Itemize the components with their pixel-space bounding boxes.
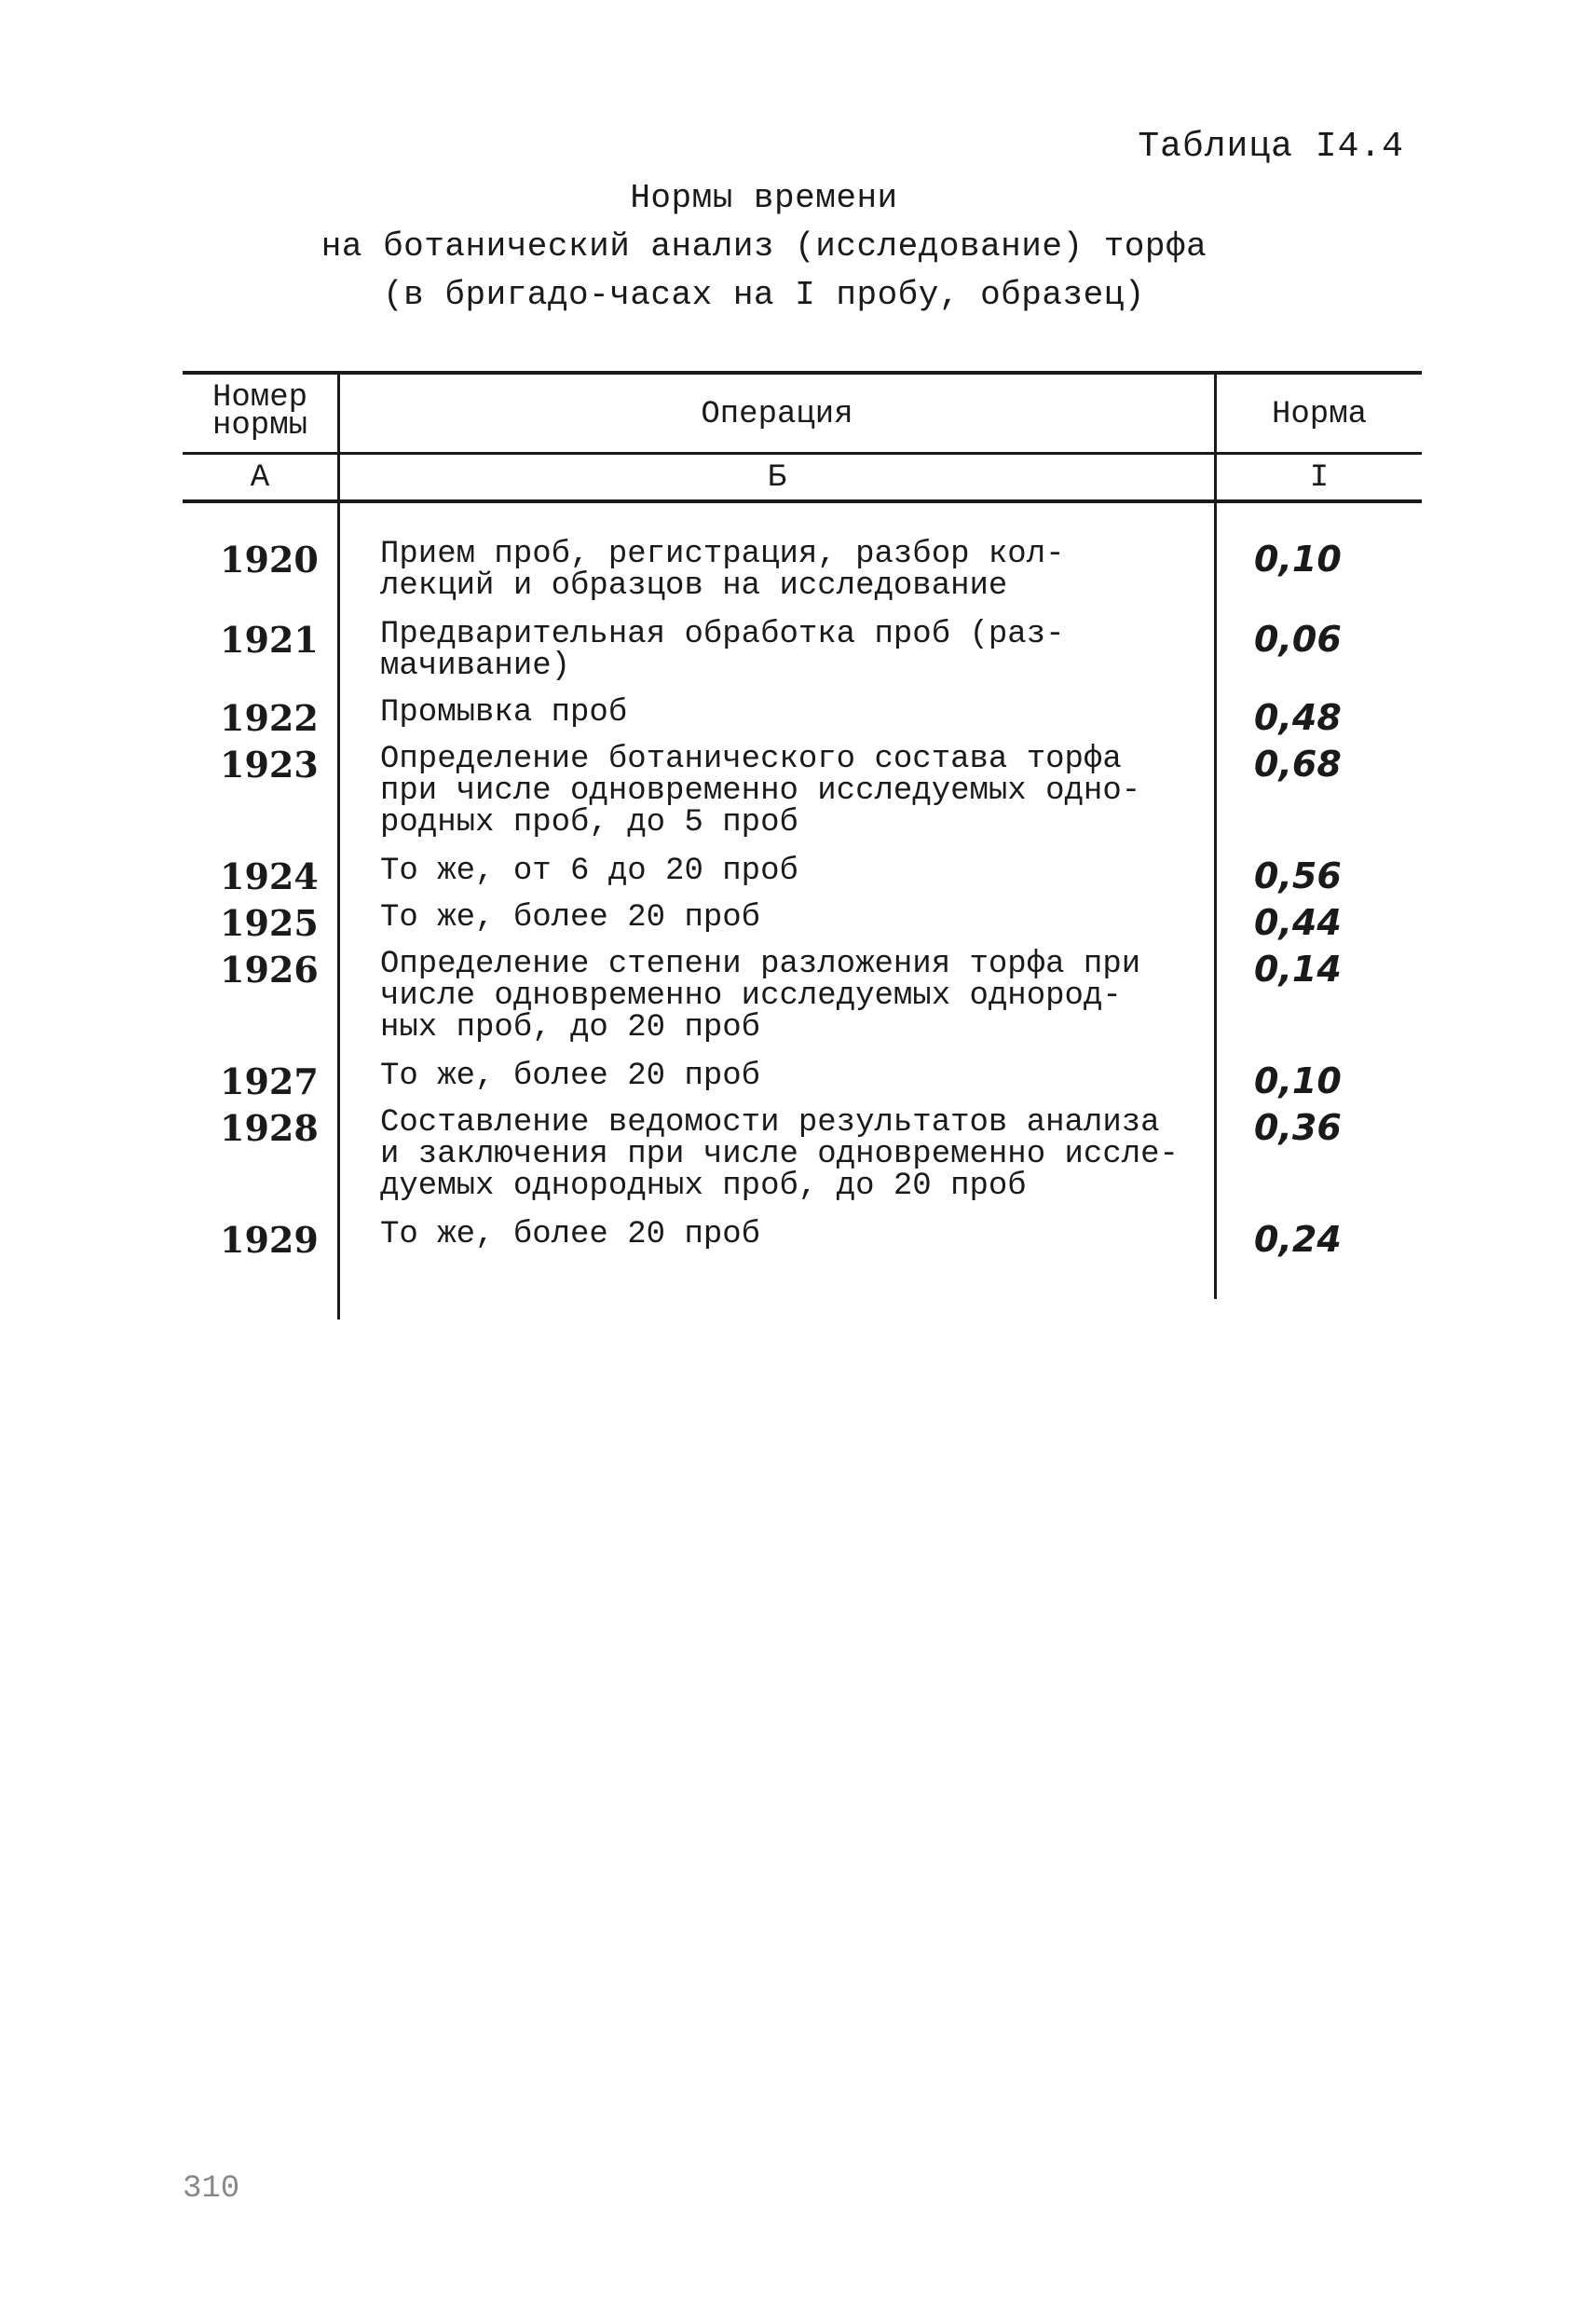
row-number: 1921 xyxy=(220,619,319,661)
header-divider xyxy=(183,452,1422,455)
row-norm: 0,48 xyxy=(1254,697,1342,738)
row-norm: 0,68 xyxy=(1254,744,1342,785)
row-operation: То же, от 6 до 20 проб xyxy=(380,854,798,889)
row-number: 1924 xyxy=(220,855,319,897)
row-number: 1927 xyxy=(220,1060,319,1102)
row-operation: Составление ведомости результатов анализа и заключения при числе одновременно иссле- дуемых однородных проб, до 20 проб xyxy=(380,1105,1179,1204)
row-operation: Определение ботанического состава торфа при числе одновременно исследуемых одно- родных проб, до 5 проб xyxy=(380,742,1141,841)
row-number: 1928 xyxy=(220,1107,319,1149)
row-norm: 0,56 xyxy=(1254,855,1342,896)
row-operation: Определение степени разложения торфа при числе одновременно исследуемых однород- ных проб, до 20 проб xyxy=(380,947,1141,1046)
table-top-rule xyxy=(183,371,1422,375)
row-operation: То же, более 20 проб xyxy=(380,1217,761,1252)
row-norm: 0,10 xyxy=(1254,1060,1342,1101)
row-norm: 0,36 xyxy=(1254,1107,1342,1148)
column-label-b: Б xyxy=(767,460,787,496)
header-number: Номер нормы xyxy=(211,380,308,444)
row-operation: Промывка проб xyxy=(380,695,628,731)
row-operation: То же, более 20 проб xyxy=(380,900,761,936)
table-label: Таблица I4.4 xyxy=(1138,127,1404,167)
header-norm: Норма xyxy=(1271,397,1368,432)
row-number: 1929 xyxy=(220,1219,319,1261)
column-label-a: А xyxy=(250,460,270,496)
row-number: 1920 xyxy=(220,539,319,581)
row-norm: 0,10 xyxy=(1254,539,1342,580)
row-norm: 0,06 xyxy=(1254,619,1342,660)
row-norm: 0,24 xyxy=(1254,1219,1342,1260)
row-operation: Предварительная обработка проб (раз- мачивание) xyxy=(380,617,1065,684)
column-divider-right xyxy=(1214,371,1217,1299)
row-number: 1923 xyxy=(220,744,319,786)
row-number: 1925 xyxy=(220,902,319,944)
caption-title: Нормы времени xyxy=(630,179,898,217)
column-divider-left xyxy=(337,371,340,1320)
header-bottom-rule xyxy=(183,499,1422,503)
caption-subtitle: на ботанический анализ (исследование) торфа xyxy=(321,227,1207,266)
row-norm: 0,44 xyxy=(1254,902,1342,943)
row-norm: 0,14 xyxy=(1254,949,1342,990)
row-operation: Прием проб, регистрация, разбор кол- лекций и образцов на исследование xyxy=(380,537,1065,604)
header-operation: Операция xyxy=(701,397,853,432)
page-number: 310 xyxy=(183,2171,240,2207)
column-label-c: I xyxy=(1309,460,1330,496)
row-operation: То же, более 20 проб xyxy=(380,1059,761,1094)
row-number: 1922 xyxy=(220,697,319,739)
row-number: 1926 xyxy=(220,949,319,991)
caption-units: (в бригадо-часах на I пробу, образец) xyxy=(383,276,1145,314)
